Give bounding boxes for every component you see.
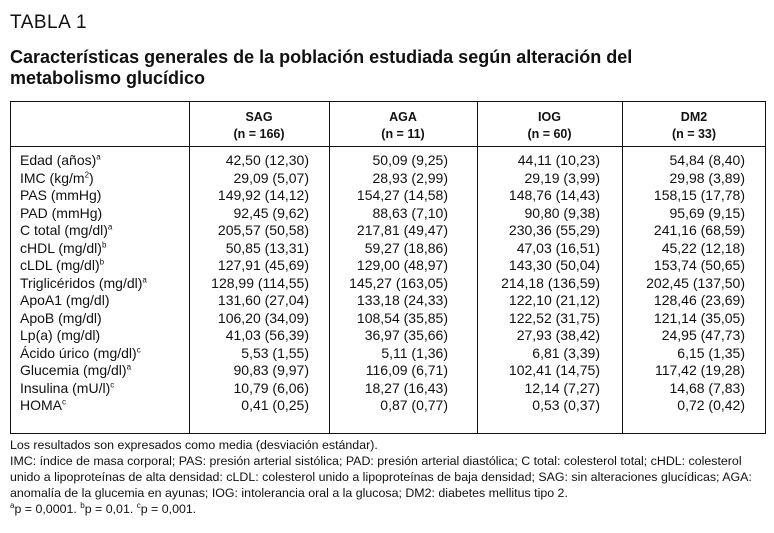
table-cell: 116,09 (6,71): [365, 362, 448, 378]
footnote-mark: a: [107, 222, 113, 232]
table-cell: 88,63 (7,10): [372, 204, 448, 221]
table-cell: 148,76 (14,43): [508, 187, 600, 203]
row-label: cLDL $(mg/dl)^b$: [20, 257, 105, 273]
table-cell: 154,27 (14,58): [356, 187, 448, 203]
table-cell: 128,46 (23,69): [653, 292, 745, 308]
row-label: IMC $(kg/m^2)$: [20, 169, 94, 186]
row-label: Insulina $(mU/l)^c$: [20, 379, 115, 396]
footnote-mark: 2: [84, 169, 90, 179]
table-cell: 122,52 (31,75): [508, 309, 600, 326]
table-cell: 10,79 (6,06): [233, 379, 309, 396]
table-cell: 42,50 (12,30): [225, 152, 309, 168]
row-label: PAD (mmHg): [20, 204, 103, 221]
column-divider: [477, 101, 478, 434]
table-cell: 29,09 (5,07): [233, 169, 309, 186]
table-notes: [10, 437, 766, 517]
table-cell: 241,16 (68,59): [653, 222, 745, 238]
table-cell: 202,45 (137,50): [646, 274, 745, 291]
column-header-sag: [189, 109, 329, 143]
column-count: (n = 33): [671, 127, 717, 141]
table-cell: 153,74 (50,65): [653, 257, 745, 273]
table-cell: 29,98 (3,89): [669, 169, 745, 186]
row-label: C total $(mg/dl)^a$: [20, 222, 113, 238]
table-cell: 128,99 (114,55): [211, 274, 309, 291]
table-cell: 133,18 (24,33): [356, 292, 448, 308]
table-cell: 131,60 (27,04): [217, 292, 309, 308]
column-header-dm2: [622, 109, 766, 143]
row-label: ApoB (mg/dl): [20, 309, 102, 326]
row-label: cHDL $(mg/dl)^b$: [20, 239, 107, 256]
footnote-mark: b: [99, 257, 105, 267]
table-cell: 217,81 (49,47): [356, 222, 448, 238]
table-cell: 102,41 (14,75): [508, 362, 600, 378]
table-cell: 108,54 (35,85): [356, 309, 448, 326]
row-label: ApoA1 (mg/dl): [20, 292, 110, 308]
table-cell: 44,11 (10,23): [517, 152, 600, 168]
table-cell: 29,19 (3,99): [524, 169, 600, 186]
row-label: PAS (mmHg): [20, 187, 102, 203]
column-divider: [189, 101, 190, 434]
column-name: AGA: [389, 110, 417, 124]
footnote-mark: a: [96, 152, 101, 162]
note-sig-a: p = 0,0001.: [14, 502, 81, 516]
table-cell: 205,57 (50,58): [217, 222, 309, 238]
column-divider: [329, 101, 330, 434]
table-cell: 12,14 (7,27): [524, 379, 600, 396]
table-cell: 0,87 (0,77): [380, 397, 448, 413]
column-count: (n = 166): [233, 127, 285, 141]
table-cell: 41,03 (56,39): [225, 327, 309, 343]
table-cell: 28,93 (2,99): [372, 169, 448, 186]
note-sig-b: p = 0,01.: [84, 502, 137, 516]
row-label: Lp(a) (mg/dl): [20, 327, 101, 343]
column-header-aga: [329, 109, 477, 143]
table-cell: 47,03 (16,51): [516, 239, 600, 256]
column-count: (n = 11): [381, 127, 425, 141]
row-label: Ácido úrico $(mg/dl)^c$: [20, 344, 141, 361]
table-cell: 90,83 (9,97): [233, 362, 309, 378]
table-cell: 92,45 (9,62): [233, 204, 309, 221]
column-divider: [622, 101, 623, 434]
footnote-mark: b: [80, 500, 85, 510]
table-cell: 45,22 (12,18): [661, 239, 745, 256]
table-cell: 24,95 (47,73): [661, 327, 745, 343]
footnote-mark: a: [10, 500, 15, 510]
table-cell: 14,68 (7,83): [669, 379, 745, 396]
table-cell: 129,00 (48,97): [356, 257, 448, 273]
table-title: Características generales de la población estudiada según alteración del metabolismo glucídico: [10, 47, 633, 88]
header-divider: [10, 146, 766, 147]
table-cell: 149,92 (14,12): [217, 187, 309, 203]
row-label: HOMA$^c$: [20, 397, 66, 413]
column-name: SAG: [245, 110, 273, 124]
table-cell: 6,15 (1,35): [677, 344, 745, 361]
note-results: Los resultados son expresados como media (desviación estándar).: [10, 438, 378, 452]
footnote-mark: c: [62, 397, 66, 407]
footnote-mark: a: [126, 362, 132, 372]
footnote-mark: c: [136, 344, 141, 354]
table-cell: 59,27 (18,86): [364, 239, 448, 256]
table-cell: 5,11 (1,36): [381, 344, 448, 361]
table-cell: 230,36 (55,29): [508, 222, 600, 238]
row-label: Triglicéridos $(mg/dl)^a$: [20, 274, 147, 291]
table-cell: 54,84 (8,40): [669, 152, 745, 168]
footnote-mark: b: [101, 239, 107, 249]
table-cell: 106,20 (34,09): [217, 309, 309, 326]
row-label: Glucemia $(mg/dl)^a$: [20, 362, 132, 378]
footnote-mark: a: [142, 274, 147, 284]
table-cell: 143,30 (50,04): [508, 257, 600, 273]
table-cell: 6,81 (3,39): [532, 344, 600, 361]
table-cell: 214,18 (136,59): [501, 274, 600, 291]
table-cell: 5,53 (1,55): [241, 344, 309, 361]
table-cell: 122,10 (21,12): [508, 292, 600, 308]
table-cell: 0,72 (0,42): [677, 397, 745, 413]
column-count: (n = 60): [527, 127, 572, 141]
table-label: TABLA 1: [10, 12, 88, 33]
table-cell: 50,85 (13,31): [225, 239, 309, 256]
footnote-mark: c: [110, 379, 115, 389]
note-abbreviations: IMC: índice de masa corporal; PAS: presión arterial sistólica; PAD: presión arterial diastólica; C total: colesterol total; cHDL: colesterol unido a lipoproteínas de alta densidad: cLDL: colesterol unido a lipoproteínas de baja densidad; SAG: sin alteraciones glucídicas; AGA: anomalía de la glucemia en ayunas; IOG: intolerancia oral a la glucosa; DM2: diabetes mellitus tipo 2.: [10, 454, 752, 500]
table-cell: 145,27 (163,05): [349, 274, 448, 291]
table-cell: 18,27 (16,43): [364, 379, 448, 396]
table-cell: 27,93 (38,42): [516, 327, 600, 343]
table-cell: 0,53 (0,37): [532, 397, 600, 413]
table-cell: 158,15 (17,78): [653, 187, 745, 203]
table-cell: 90,80 (9,38): [524, 204, 600, 221]
row-label: Edad (años)$^a$: [20, 152, 101, 168]
table-cell: 121,14 (35,05): [653, 309, 745, 326]
footnote-mark: c: [136, 500, 141, 510]
table-cell: 50,09 (9,25): [372, 152, 448, 168]
table-cell: 0,41 (0,25): [241, 397, 309, 413]
table-cell: 36,97 (35,66): [364, 327, 448, 343]
table-cell: 117,42 (19,28): [654, 362, 745, 378]
table-cell: 95,69 (9,15): [669, 204, 745, 221]
column-name: DM2: [680, 110, 708, 124]
note-sig-c: p = 0,001.: [140, 502, 197, 516]
note-significance: [10, 501, 766, 517]
table-cell: 127,91 (45,69): [217, 257, 309, 273]
column-name: IOG: [538, 110, 561, 124]
column-header-iog: [477, 109, 622, 143]
